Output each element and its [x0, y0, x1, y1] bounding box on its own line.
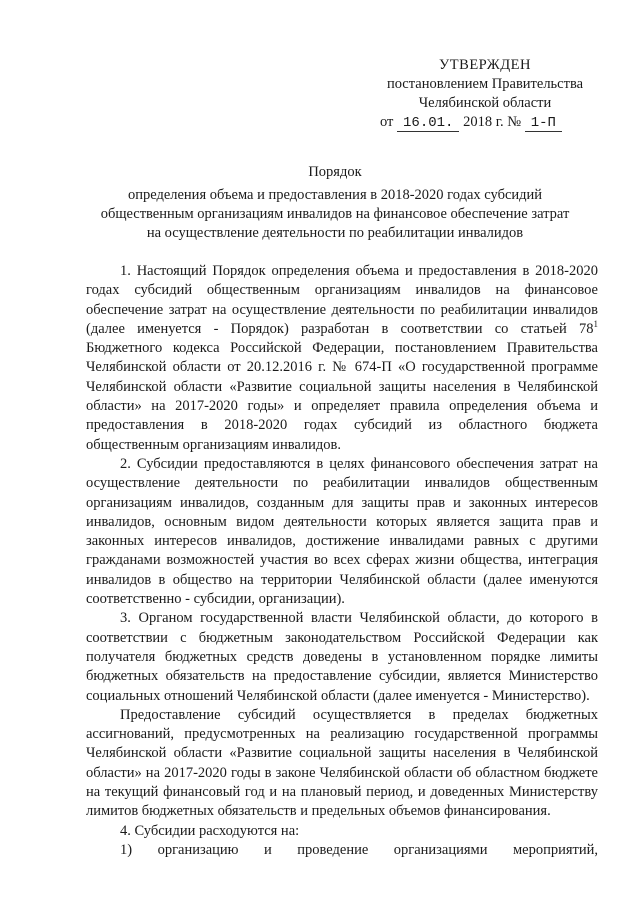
title-line-3: на осуществление деятельности по реабилитации инвалидов	[146, 225, 524, 241]
approval-line-2: Челябинской области	[418, 95, 552, 111]
item-word: 1)	[120, 841, 133, 858]
paragraph-1-part-b: Бюджетного кодекса Российской Федерации, постановлением Правительства Челябинской области от 20.12.2016 г. № 674-П «О государственной программе Челябинской области «Развитие социальной защиты населения в Челябинской области» на 2017-2020 годы» и определяет правила определения объема и предоставления в 2018-2020 годах субсидий из областного бюджета общественным организациям инвалидов.	[86, 340, 598, 453]
paragraph-2: 2. Субсидии предоставляются в целях финансового обеспечения затрат на осуществление деятельности по реабилитации инвалидов общественным организациям инвалидов, созданным для защиты прав и законных интересов инвалидов, основным видом деятельности которых является защита прав и законных интересов инвалидов, достижение инвалидами равных с другими гражданами возможностей участия во всех сферах жизни общества, интеграция инвалидов в общество на территории Челябинской области (далее именуются соответственно - субсидии, организации).	[86, 455, 598, 608]
approval-stamp	[360, 56, 610, 132]
title-line-2: общественным организациям инвалидов на финансовое обеспечение затрат	[100, 206, 570, 222]
approval-line-1: постановлением Правительства	[386, 76, 584, 92]
title-main: Порядок	[308, 164, 362, 180]
handwritten-number: 1-П	[525, 116, 562, 132]
paragraph-3: 3. Органом государственной власти Челябинской области, до которого в соответствии с бюджетным законодательством Российской Федерации как получателя бюджетных средств доведены в установленном порядке лимиты бюджетных обязательств на предоставление субсидии, является Министерство социальных отношений Челябинской области (далее именуется - Министерство).	[86, 610, 598, 704]
item-word: организациями	[393, 841, 488, 858]
year-text: 2018 г. №	[463, 114, 522, 130]
item-word: и	[263, 841, 272, 858]
approval-heading: УТВЕРЖДЕН	[439, 57, 531, 73]
item-word: организацию	[157, 841, 239, 858]
date-prefix: от	[380, 114, 394, 130]
paragraph-5: 4. Субсидии расходуются на:	[120, 822, 300, 839]
paragraph-1	[86, 262, 598, 455]
document-title	[100, 163, 570, 243]
title-line-1: определения объема и предоставления в 2018-2020 годах субсидий	[127, 187, 543, 203]
item-word: мероприятий,	[512, 841, 598, 858]
paragraph-4: Предоставление субсидий осуществляется в пределах бюджетных ассигнований, предусмотренных на реализацию государственной программы Челябинской области «Развитие социальной защиты населения в Челябинской области» на 2017-2020 годы в законе Челябинской области об областном бюджете на текущий финансовый год и на плановый период, и доведенных Министерству лимитов бюджетных обязательств и предельных объемов финансирования.	[86, 706, 598, 820]
paragraph-1-part-a: 1. Настоящий Порядок определения объема и предоставления в 2018-2020 годах субсидий общественным организациям инвалидов на финансовое обеспечение затрат на осуществление деятельности по реабилитации инвалидов (далее именуется - Порядок) разработан в соответствии со статьей 78	[86, 263, 598, 337]
approval-date-number	[360, 113, 610, 132]
item-word: проведение	[297, 841, 369, 858]
article-superscript: 1	[593, 319, 598, 330]
list-item-1	[86, 841, 598, 860]
document-body	[86, 262, 598, 860]
handwritten-date: 16.01.	[397, 116, 459, 132]
